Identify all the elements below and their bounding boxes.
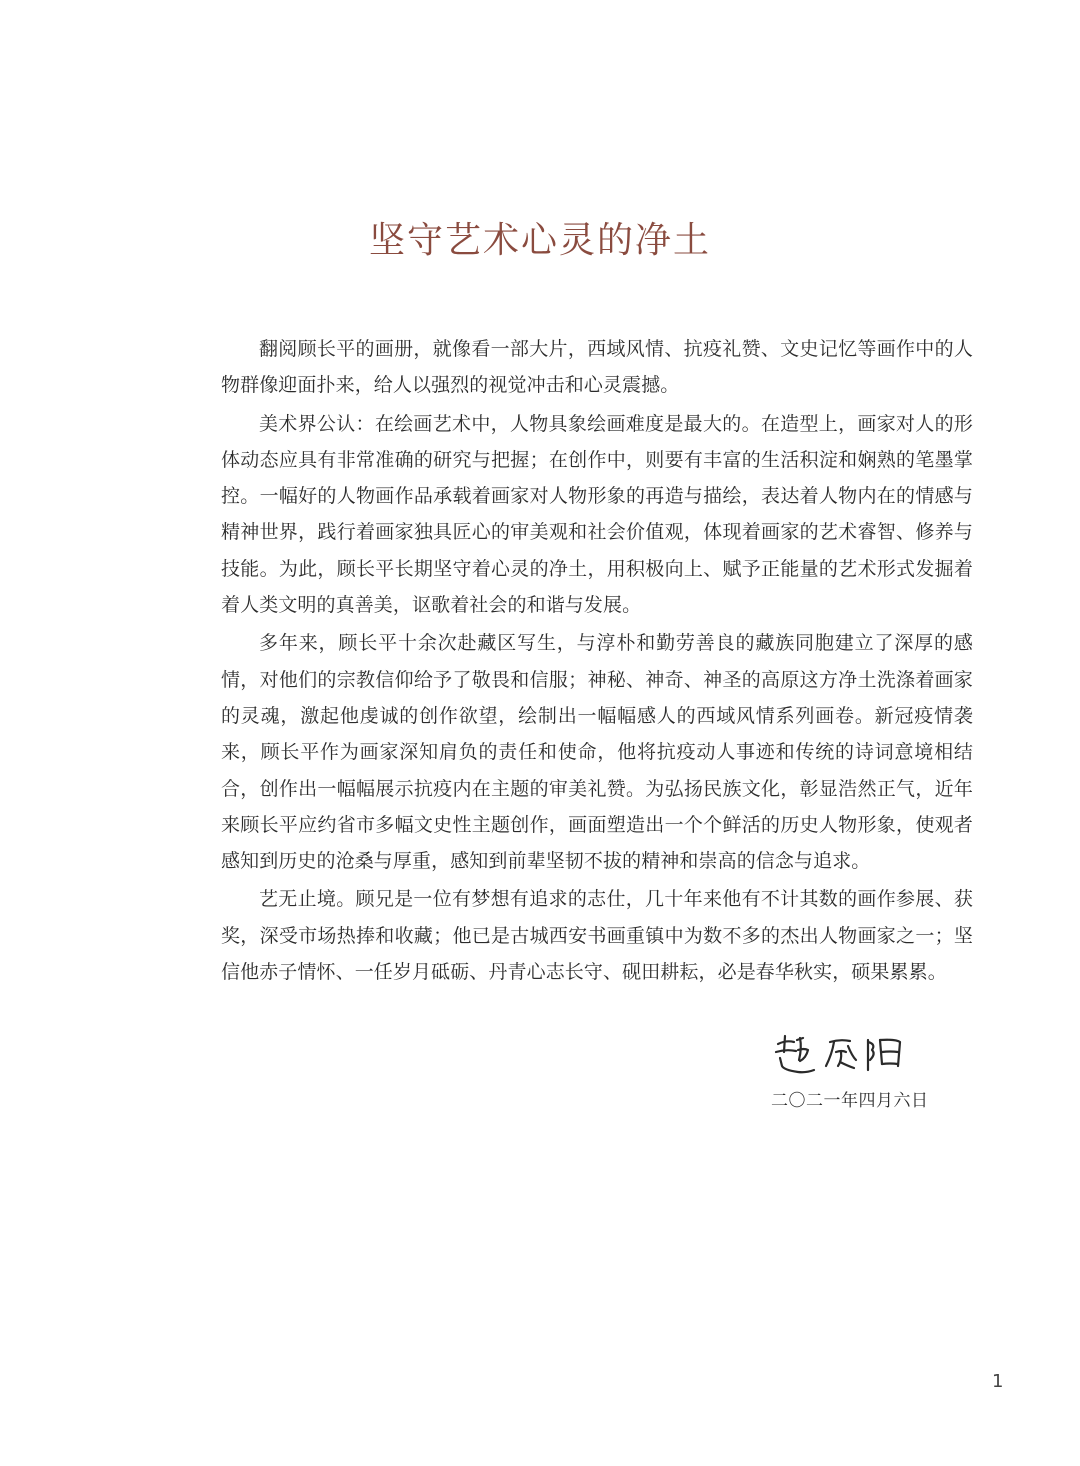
article-body [221, 331, 973, 992]
paragraph-3: 多年来，顾长平十余次赴藏区写生，与淳朴和勤劳善良的藏族同胞建立了深厚的感情，对他们的宗教信仰给予了敬畏和信服；神秘、神奇、神圣的高原这方净土洗涤着画家的灵魂，激起他虔诚的创作欲望，绘制出一幅幅感人的西域风情系列画卷。新冠疫情袭来，顾长平作为画家深知肩负的责任和使命，他将抗疫动人事迹和传统的诗词意境相结合，创作出一幅幅展示抗疫内在主题的审美礼赞。为弘扬民族文化，彰显浩然正气，近年来顾长平应约省市多幅文史性主题创作，画面塑造出一个个鲜活的历史人物形象，使观者感知到历史的沧桑与厚重，感知到前辈坚韧不拔的精神和崇高的信念与追求。 [221, 632, 973, 873]
page-number: 1 [992, 1371, 1004, 1392]
paragraph-4: 艺无止境。顾兄是一位有梦想有追求的志仕，几十年来他有不计其数的画作参展、获奖，深受市场热捧和收藏；他已是古城西安书画重镇中为数不多的杰出人物画家之一；坚信他赤子情怀、一任岁月砥砺、丹青心志长守、砚田耕耘，必是春华秋实，硕果累累。 [221, 888, 973, 984]
page-title: 坚守艺术心灵的净土 [368, 220, 711, 261]
signature-date: 二〇二一年四月六日 [771, 1091, 929, 1111]
paragraph-2: 美术界公认：在绘画艺术中，人物具象绘画难度是最大的。在造型上，画家对人的形体动态应具有非常准确的研究与把握；在创作中，则要有丰富的生活积淀和娴熟的笔墨掌控。一幅好的人物画作品承载着画家对人物形象的再造与描绘，表达着人物内在的情感与精神世界，践行着画家独具匠心的审美观和社会价值观，体现着画家的艺术睿智、修养与技能。为此，顾长平长期坚守着心灵的净土，用积极向上、赋予正能量的艺术形式发掘着着人类文明的真善美，讴歌着社会的和谐与发展。 [221, 412, 973, 617]
handwritten-signature [770, 1030, 920, 1080]
paragraph-1: 翻阅顾长平的画册，就像看一部大片，西域风情、抗疫礼赞、文史记忆等画作中的人物群像迎面扑来，给人以强烈的视觉冲击和心灵震撼。 [221, 338, 973, 397]
